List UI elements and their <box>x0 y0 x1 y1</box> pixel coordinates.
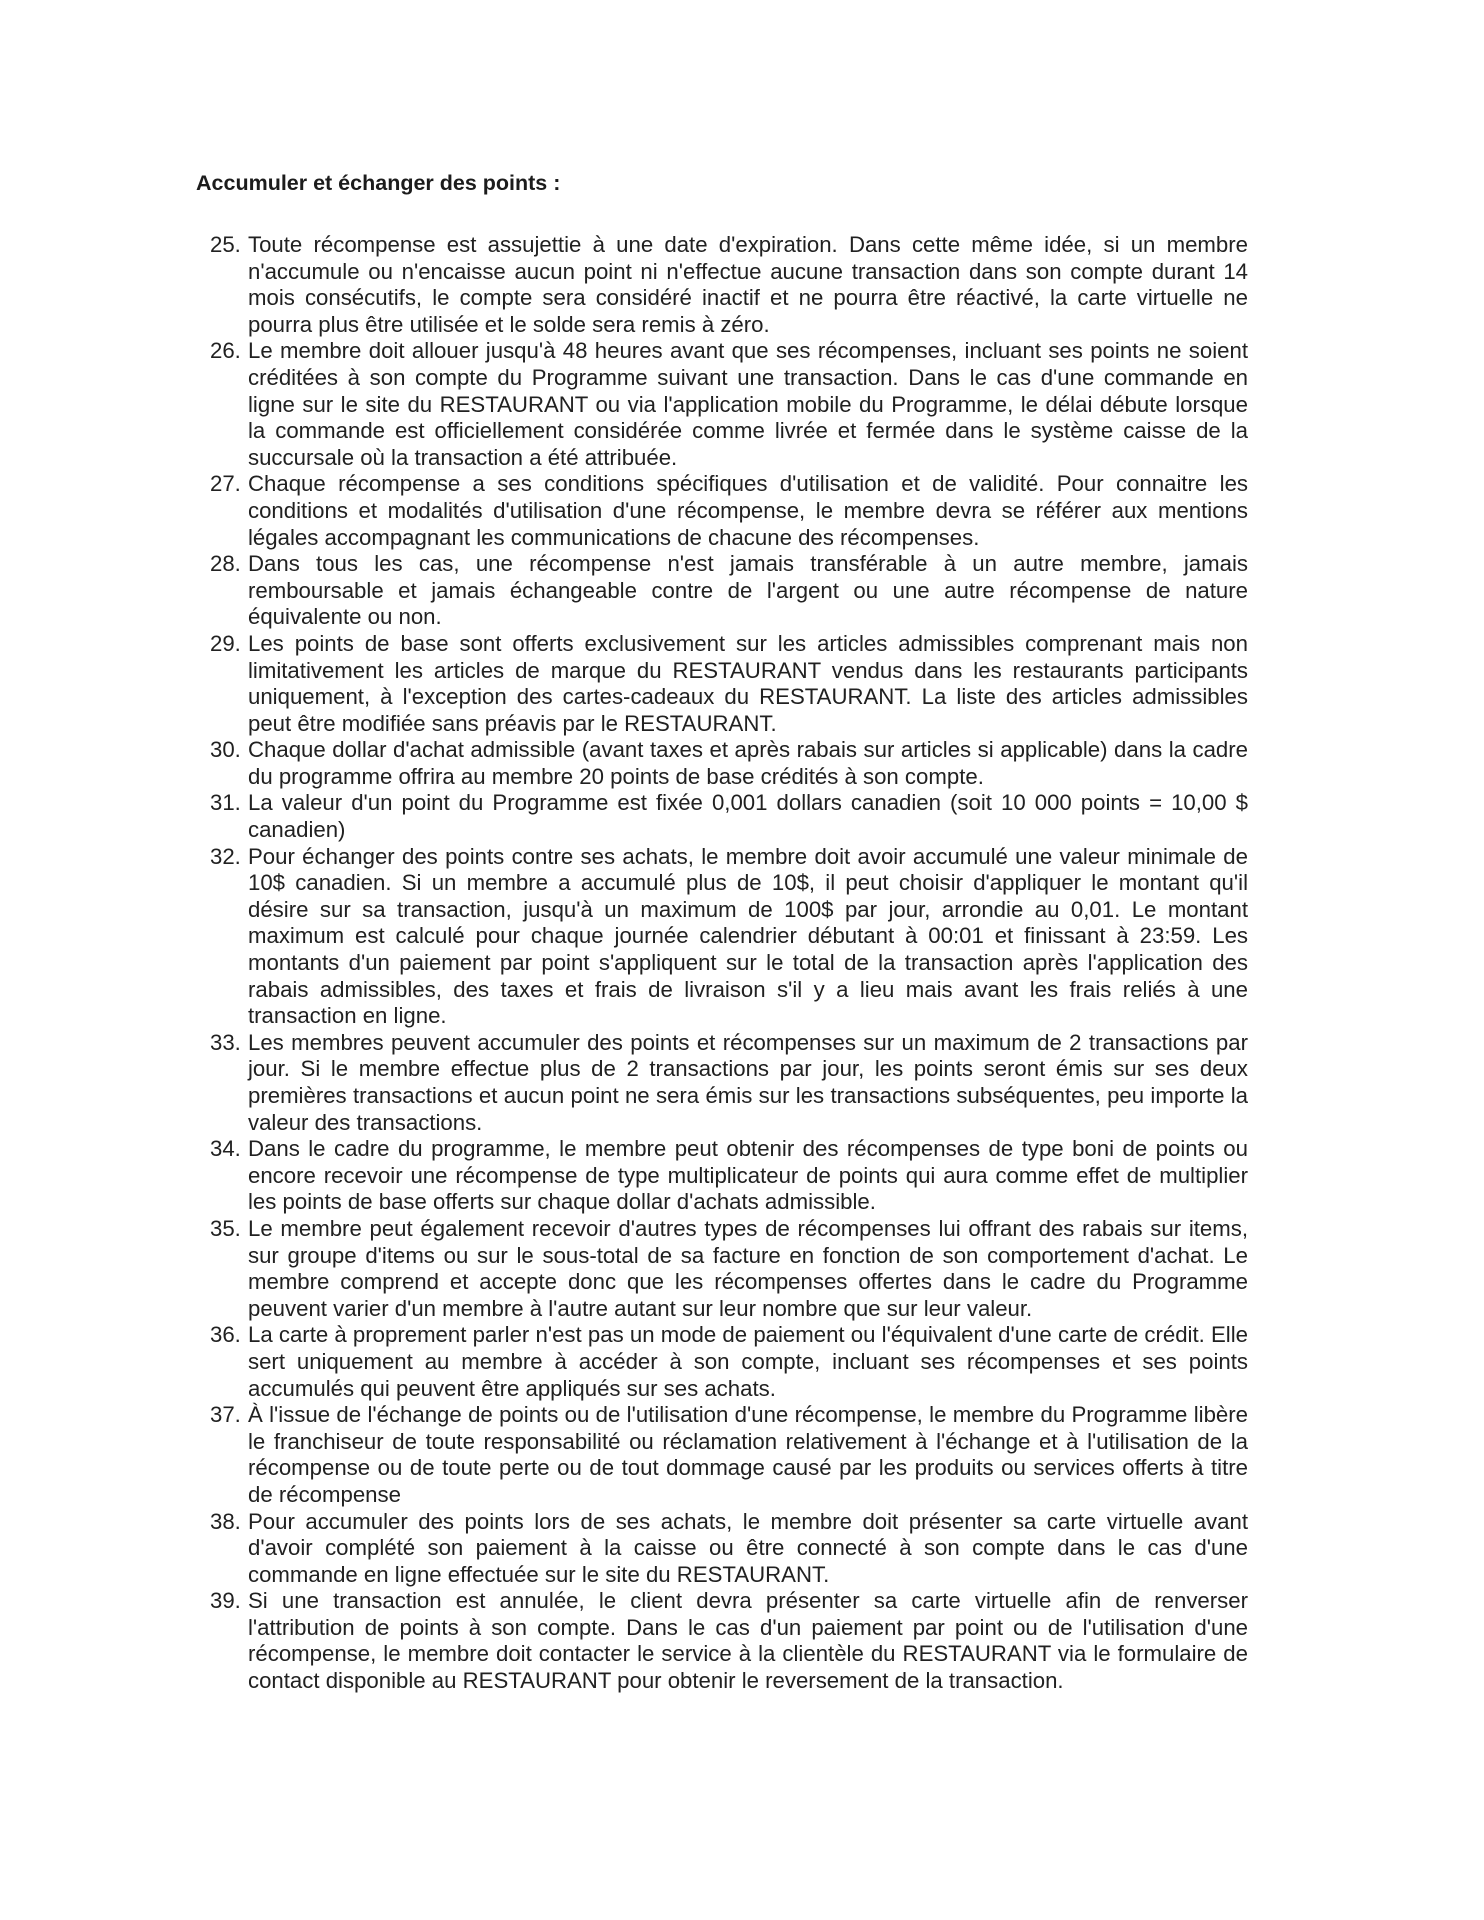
list-item <box>210 1030 1248 1136</box>
section-heading: Accumuler et échanger des points : <box>196 171 561 195</box>
item-number: 39. <box>210 1588 241 1614</box>
item-text: Pour échanger des points contre ses achats, le membre doit avoir accumulé une valeur minimale de 10$ canadien. Si un membre a accumulé plus de 10$, il peut choisir d'appliquer le montant qu'il désire sur sa transaction, jusqu'à un maximum de 100$ par jour, arrondie au 0,01. Le montant maximum est calculé pour chaque journée calendrier débutant à 00:01 et finissant à 23:59. Les montants d'un paiement par point s'appliquent sur le total de la transaction après l'application des rabais admissibles, des taxes et frais de livraison s'il y a lieu mais avant les frais reliés à une transaction en ligne. <box>248 843 1248 1029</box>
item-text: Pour accumuler des points lors de ses achats, le membre doit présenter sa carte virtuelle avant d'avoir complété son paiement à la caisse ou être connecté à son compte dans le cas d'une commande en ligne effectuée sur le site du RESTAURANT. <box>248 1508 1248 1587</box>
list-item <box>210 232 1248 338</box>
list-item <box>210 737 1248 790</box>
item-number: 32. <box>210 843 241 869</box>
item-number: 36. <box>210 1322 241 1348</box>
list-item <box>210 1322 1248 1402</box>
list-item <box>210 631 1248 737</box>
item-text: Toute récompense est assujettie à une date d'expiration. Dans cette même idée, si un membre n'accumule ou n'encaisse aucun point ni n'effectue aucune transaction dans son compte durant 14 mois consécutifs, le compte sera considéré inactif et ne pourra être réactivé, la carte virtuelle ne pourra plus être utilisée et le solde sera remis à zéro. <box>248 232 1248 337</box>
item-text: Dans tous les cas, une récompense n'est jamais transférable à un autre membre, jamais remboursable et jamais échangeable contre de l'argent ou une autre récompense de nature équivalente ou non. <box>248 551 1248 630</box>
item-number: 33. <box>210 1029 241 1055</box>
list-item <box>210 790 1248 843</box>
item-text: Le membre peut également recevoir d'autres types de récompenses lui offrant des rabais sur items, sur groupe d'items ou sur le sous-total de sa facture en fonction de son comportement d'achat. Le membre comprend et accepte donc que les récompenses offertes dans le cadre du Programme peuvent varier d'un membre à l'autre autant sur leur nombre que sur leur valeur. <box>248 1215 1248 1321</box>
item-text: Les points de base sont offerts exclusivement sur les articles admissibles comprenant mais non limitativement les articles de marque du RESTAURANT vendus dans les restaurants participants uniquement, à l'exception des cartes-cadeaux du RESTAURANT. La liste des articles admissibles peut être modifiée sans préavis par le RESTAURANT. <box>248 630 1248 736</box>
item-number: 35. <box>210 1215 241 1241</box>
item-number: 38. <box>210 1508 241 1534</box>
list-item <box>210 1136 1248 1216</box>
item-text: La valeur d'un point du Programme est fixée 0,001 dollars canadien (soit 10 000 points = 10,00 $ canadien) <box>248 790 1248 843</box>
item-number: 28. <box>210 551 241 577</box>
item-number: 37. <box>210 1402 241 1428</box>
item-text: À l'issue de l'échange de points ou de l'utilisation d'une récompense, le membre du Programme libère le franchiseur de toute responsabilité ou réclamation relativement à l'échange et à l'utilisation de la récompense ou de toute perte ou de tout dommage causé par les produits ou services offerts à titre de récompense <box>248 1402 1248 1507</box>
list-item <box>210 844 1248 1030</box>
list-item <box>210 1402 1248 1508</box>
item-text: La carte à proprement parler n'est pas un mode de paiement ou l'équivalent d'une carte de crédit. Elle sert uniquement au membre à accéder à son compte, incluant ses récompenses et ses points accumulés qui peuvent être appliqués sur ses achats. <box>248 1322 1248 1401</box>
item-number: 29. <box>210 630 241 656</box>
list-item <box>210 1509 1248 1589</box>
item-number: 27. <box>210 471 241 497</box>
item-number: 26. <box>210 338 241 364</box>
item-text: Dans le cadre du programme, le membre peut obtenir des récompenses de type boni de points ou encore recevoir une récompense de type multiplicateur de points qui aura comme effet de multiplier les points de base offerts sur chaque dollar d'achats admissible. <box>248 1136 1248 1215</box>
list-item <box>210 471 1248 551</box>
item-text: Chaque dollar d'achat admissible (avant taxes et après rabais sur articles si applicable) dans la cadre du programme offrira au membre 20 points de base crédités à son compte. <box>248 737 1248 789</box>
list-item <box>210 1588 1248 1694</box>
item-text: Le membre doit allouer jusqu'à 48 heures avant que ses récompenses, incluant ses points ne soient créditées à son compte du Programme suivant une transaction. Dans le cas d'une commande en ligne sur le site du RESTAURANT ou via l'application mobile du Programme, le délai débute lorsque la commande est officiellement considérée comme livrée et fermée dans le système caisse de la succursale où la transaction a été attribuée. <box>248 338 1248 470</box>
item-number: 31. <box>210 790 241 816</box>
item-text: Les membres peuvent accumuler des points et récompenses sur un maximum de 2 transactions par jour. Si le membre effectue plus de 2 transactions par jour, les points seront émis sur ses deux premières transactions et aucun point ne sera émis sur les transactions subséquentes, peu importe la valeur des transactions. <box>248 1029 1248 1135</box>
terms-list <box>210 232 1248 1695</box>
list-item <box>210 551 1248 631</box>
item-number: 25. <box>210 232 241 257</box>
list-item <box>210 338 1248 471</box>
item-text: Si une transaction est annulée, le client devra présenter sa carte virtuelle afin de renverser l'attribution de points à son compte. Dans le cas d'un paiement par point ou de l'utilisation d'une récompense, le membre doit contacter le service à la clientèle du RESTAURANT via le formulaire de contact disponible au RESTAURANT pour obtenir le reversement de la transaction. <box>248 1588 1248 1694</box>
list-item <box>210 1216 1248 1322</box>
item-number: 34. <box>210 1136 241 1162</box>
item-text: Chaque récompense a ses conditions spécifiques d'utilisation et de validité. Pour connaitre les conditions et modalités d'utilisation d'une récompense, le membre devra se référer aux mentions légales accompagnant les communications de chacune des récompenses. <box>248 471 1248 550</box>
item-number: 30. <box>210 737 241 763</box>
